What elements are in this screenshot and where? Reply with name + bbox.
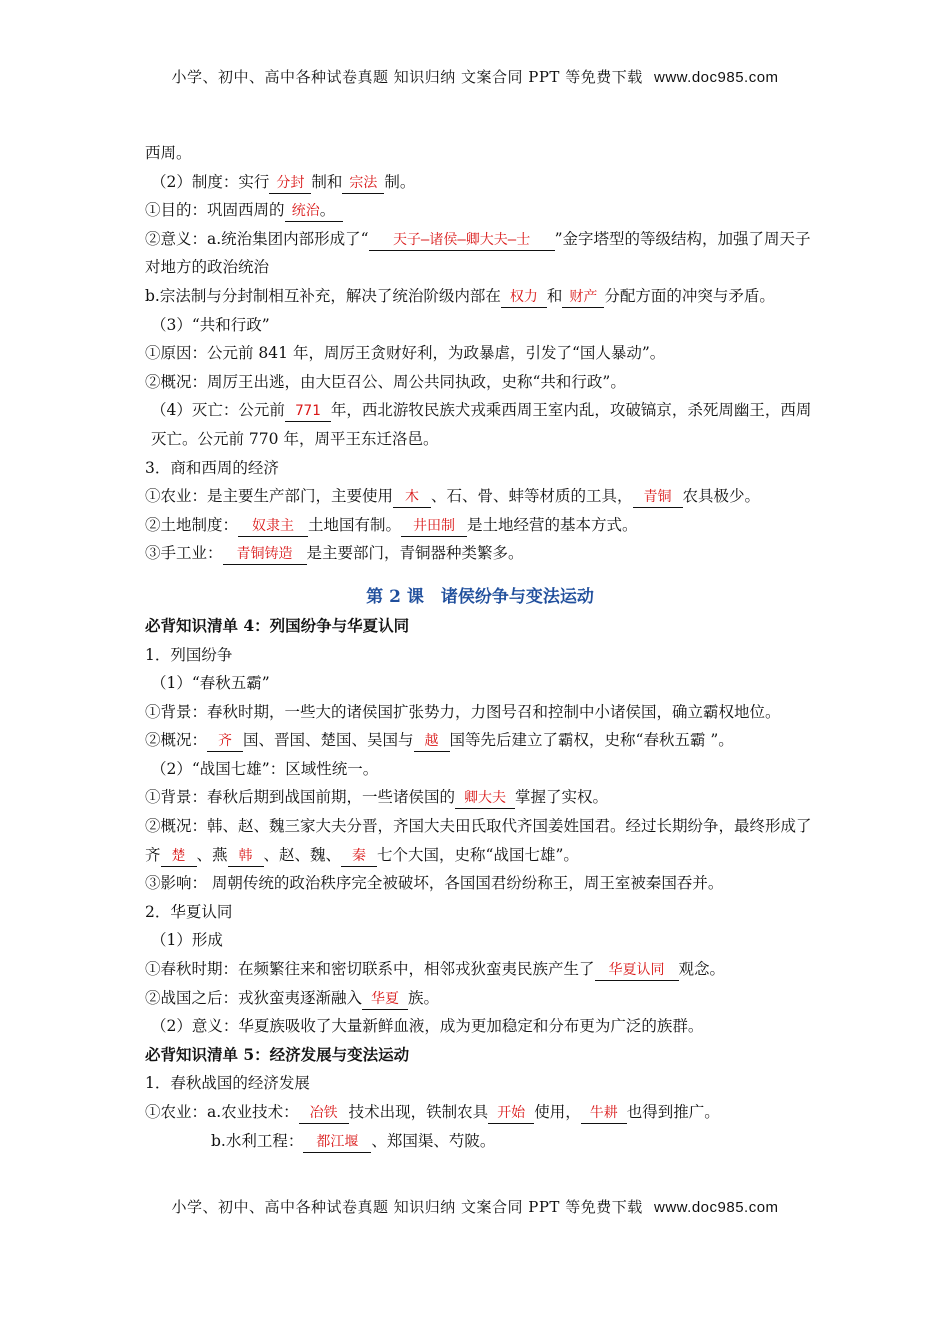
section-heading: 必背知识清单 4：列国纷争与华夏认同 bbox=[145, 615, 410, 635]
document-body bbox=[145, 139, 815, 1155]
answer: 天子—诸侯—卿大夫—士 bbox=[392, 231, 531, 248]
answer: 齐 bbox=[218, 733, 233, 750]
blank bbox=[228, 845, 264, 867]
answer: 牛耕 bbox=[589, 1105, 618, 1121]
line: ①春秋时期：在频繁往来和密切联系中，相邻戎狄蛮夷民族产生了 华夏认同 观念。 bbox=[145, 955, 815, 984]
page-footer bbox=[0, 1196, 950, 1217]
answer: 华夏认同 bbox=[608, 962, 665, 979]
blank bbox=[414, 730, 450, 752]
line: （4）灭亡：公元前 771 年，西北游牧民族犬戎乘西周王室内乱，攻破镐京，杀死周幽王，西周灭亡。公元前 770 年，周平王东迁洛邑。 bbox=[151, 401, 812, 448]
line: ②土地制度： 奴隶主 土地国有制。 井田制 是土地经营的基本方式。 bbox=[145, 511, 815, 540]
page-header bbox=[0, 66, 950, 87]
blank bbox=[633, 486, 683, 508]
blank bbox=[299, 1102, 349, 1124]
blank bbox=[341, 845, 377, 867]
line: ②战国之后：戎狄蛮夷逐渐融入 华夏 族。 bbox=[145, 984, 815, 1013]
line: b.宗法制与分封制相互补充，解决了统治阶级内部在 权力 和 财产 分配方面的冲突与矛盾。 bbox=[145, 282, 815, 311]
line: ②概况： 齐 国、晋国、楚国、吴国与 越 国等先后建立了霸权，史称“春秋五霸 ”。 bbox=[145, 726, 815, 755]
line: （2）“战国七雄”：区域性统一。 bbox=[151, 759, 379, 778]
header-url[interactable]: www.doc985.com bbox=[653, 69, 779, 86]
answer: 楚 bbox=[171, 847, 186, 864]
line: ③手工业： 青铜铸造 是主要部门，青铜器种类繁多。 bbox=[145, 539, 815, 568]
blank bbox=[285, 400, 331, 422]
line: （1）“春秋五霸” bbox=[151, 674, 270, 693]
answer: 卿大夫 bbox=[464, 790, 507, 807]
blank bbox=[562, 286, 604, 308]
line: ②概况：韩、赵、魏三家大夫分晋，齐国大夫田氏取代齐国姜姓国君。经过长期纷争，最终形成了齐 楚 、燕 韩 、赵、魏、 秦 七个大国，史称“战国七雄”。 bbox=[145, 812, 815, 869]
answer: 宗法 bbox=[349, 174, 378, 191]
blank bbox=[369, 229, 555, 251]
answer: 井田制 bbox=[413, 517, 456, 534]
footer-text: 小学、初中、高中各种试卷真题 知识归纳 文案合同 PPT 等免费下载 bbox=[171, 1198, 643, 1216]
blank: 统治。 bbox=[285, 200, 343, 222]
blank bbox=[581, 1102, 627, 1124]
blank bbox=[393, 486, 431, 508]
answer: 财产 bbox=[569, 288, 598, 305]
line: ②概况：周厉王出逃，由大臣召公、周公共同执政，史称“共和行政”。 bbox=[145, 372, 626, 391]
line: （2）制度：实行 分封 制和 宗法 制。 bbox=[145, 168, 815, 197]
line: 3．商和西周的经济 bbox=[145, 458, 279, 477]
line: 1．列国纷争 bbox=[145, 645, 233, 664]
answer: 冶铁 bbox=[309, 1105, 338, 1121]
line: 2．华夏认同 bbox=[145, 902, 233, 921]
answer: 华夏 bbox=[371, 990, 400, 1007]
blank bbox=[223, 543, 307, 565]
blank bbox=[161, 845, 197, 867]
line: 西周。 bbox=[145, 144, 192, 162]
blank bbox=[455, 787, 515, 809]
blank bbox=[269, 172, 311, 194]
answer: 越 bbox=[424, 733, 439, 750]
answer: 开始 bbox=[497, 1105, 526, 1121]
line: ①原因：公元前 841 年，周厉王贪财好利，为政暴虐，引发了“国人暴动”。 bbox=[145, 344, 666, 363]
answer: 771 bbox=[295, 403, 321, 420]
blank bbox=[595, 959, 679, 981]
blank bbox=[401, 515, 467, 537]
answer: 木 bbox=[405, 489, 420, 506]
answer: 韩 bbox=[238, 847, 253, 864]
answer: 青铜铸造 bbox=[236, 546, 293, 563]
answer: 秦 bbox=[352, 847, 367, 864]
blank bbox=[303, 1131, 371, 1153]
line: ①农业：是主要生产部门，主要使用 木 、石、骨、蚌等材质的工具， 青铜 农具极少。 bbox=[145, 482, 815, 511]
lesson-title: 第 2 课 诸侯纷争与变法运动 bbox=[366, 586, 594, 607]
header-text: 小学、初中、高中各种试卷真题 知识归纳 文案合同 PPT 等免费下载 bbox=[171, 68, 643, 86]
blank bbox=[362, 988, 408, 1010]
line: （3）“共和行政” bbox=[151, 315, 270, 334]
blank bbox=[501, 286, 547, 308]
line: ②意义：a.统治集团内部形成了“ 天子—诸侯—卿大夫—士 ”金字塔型的等级结构，加强了周天子对地方的政治统治 bbox=[145, 229, 811, 277]
line: （1）形成 bbox=[151, 931, 223, 950]
blank bbox=[342, 172, 384, 194]
line: ①背景：春秋后期到战国前期，一些诸侯国的 卿大夫 掌握了实权。 bbox=[145, 783, 815, 812]
answer: 分封 bbox=[276, 174, 305, 191]
answer: 都江堰 bbox=[316, 1133, 359, 1150]
answer: 权力 bbox=[509, 288, 538, 305]
answer: 统治 bbox=[291, 203, 320, 220]
line: ①农业：a.农业技术： 冶铁 技术出现，铁制农具 开始 使用， 牛耕 也得到推广。 bbox=[145, 1098, 815, 1127]
line: ①背景：春秋时期，一些大的诸侯国扩张势力，力图号召和控制中小诸侯国，确立霸权地位。 bbox=[145, 702, 781, 721]
answer: 青铜 bbox=[643, 489, 672, 506]
line: b.水利工程： 都江堰 、郑国渠、芍陂。 bbox=[145, 1127, 815, 1156]
answer: 奴隶主 bbox=[252, 517, 295, 534]
blank bbox=[238, 515, 308, 537]
section-heading: 必背知识清单 5：经济发展与变法运动 bbox=[145, 1044, 410, 1064]
line: ③影响： 周朝传统的政治秩序完全被破坏，各国国君纷纷称王，周王室被秦国吞并。 bbox=[145, 874, 724, 893]
blank bbox=[488, 1102, 534, 1124]
footer-url[interactable]: www.doc985.com bbox=[653, 1199, 779, 1216]
line: 1．春秋战国的经济发展 bbox=[145, 1074, 310, 1093]
line: （2）意义：华夏族吸收了大量新鲜血液，成为更加稳定和分布更为广泛的族群。 bbox=[151, 1017, 704, 1036]
line: ①目的：巩固西周的 统治。 bbox=[145, 196, 815, 225]
blank bbox=[207, 730, 243, 752]
